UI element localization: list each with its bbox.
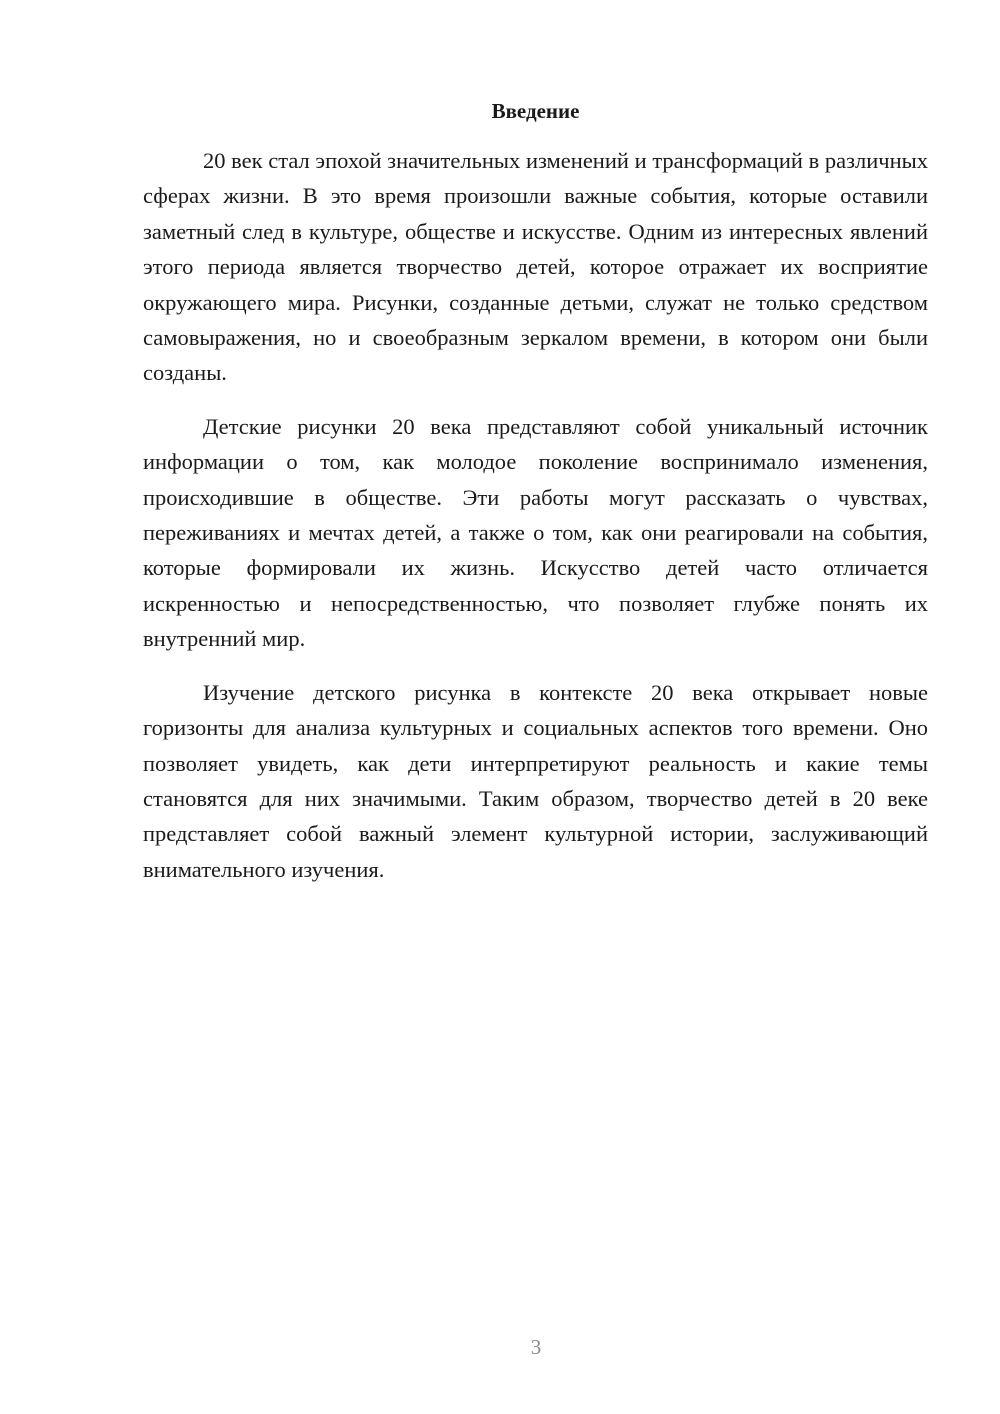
- paragraph-3: Изучение детского рисунка в контексте 20 века открывает новые горизонты для анализа культурных и социальных аспектов того времени. Оно позволяет увидеть, как дети интерпретируют реальность и какие темы становятся для них значимыми. Таким образом, творчество детей в 20 веке представляет собой важный элемент культурной истории, заслуживающий внимательного изучения.: [143, 679, 928, 882]
- page-number: 3: [530, 1335, 542, 1359]
- paragraph-2: Детские рисунки 20 века представляют собой уникальный источник информации о том, как молодое поколение воспринимало изменения, происходившие в обществе. Эти работы могут рассказать о чувствах, переживаниях и мечтах детей, а также о том, как они реагировали на события, которые формировали их жизнь. Искусство детей часто отличается искренностью и непосредственностью, что позволяет глубже понять их внутренний мир.: [143, 413, 928, 652]
- body-text: [143, 143, 928, 905]
- paragraph-1: 20 век стал эпохой значительных изменений и трансформаций в различных сферах жизни. В это время произошли важные события, которые оставили заметный след в культуре, обществе и искусстве. Одним из интересных явлений этого периода является творчество детей, которое отражает их восприятие окружающего мира. Рисунки, созданные детьми, служат не только средством самовыражения, но и своеобразным зеркалом времени, в котором они были созданы.: [143, 148, 928, 386]
- section-heading: Введение: [491, 99, 580, 123]
